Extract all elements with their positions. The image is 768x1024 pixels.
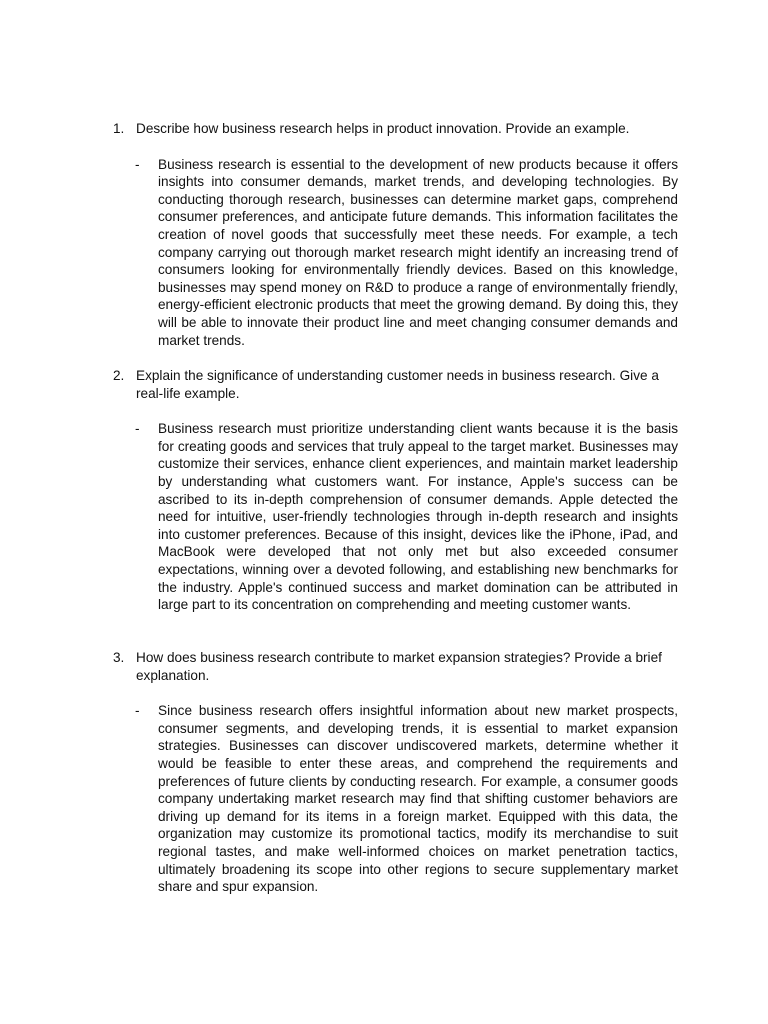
qa-item-3	[113, 649, 678, 896]
question-number: 2.	[113, 368, 125, 383]
question-3	[113, 649, 678, 684]
answer-text: Business research is essential to the development of new products because it offers insights into consumer demands, market trends, and developing technologies. By conducting thorough research, businesses can determine market gaps, comprehend consumer preferences, and anticipate future demands. This information facilitates the creation of novel goods that successfully meet these needs. For example, a tech company carrying out thorough market research might identify an increasing trend of consumers looking for environmentally friendly devices. Based on this knowledge, businesses may spend money on R&D to produce a range of environmentally friendly, energy-efficient electronic products that meet the growing demand. By doing this, they will be able to innovate their product line and meet changing consumer demands and market trends.	[158, 156, 678, 348]
answer-2	[113, 420, 678, 614]
answer-text: Business research must prioritize understanding client wants because it is the basis for creating goods and services that truly appeal to the target market. Businesses may customize their services, enhance client experiences, and maintain market leadership by understanding what customers want. For instance, Apple's success can be ascribed to its in-depth comprehension of consumer demands. Apple detected the need for intuitive, user-friendly technologies through in-depth research and insights into customer preferences. Because of this insight, devices like the iPhone, iPad, and MacBook were developed that not only met but also exceeded consumer expectations, winning over a devoted following, and establishing new benchmarks for the industry. Apple's continued success and market domination can be attributed in large part to its concentration on comprehending and meeting customer wants.	[158, 421, 678, 613]
answer-1	[113, 156, 678, 350]
qa-item-2	[113, 367, 678, 614]
qa-item-1	[113, 120, 678, 349]
question-text: Describe how business research helps in product innovation. Provide an example.	[136, 121, 630, 136]
question-number: 1.	[113, 121, 125, 136]
bullet-dash: -	[135, 703, 140, 719]
question-text: Explain the significance of understanding customer needs in business research. Give a real-life example.	[136, 368, 659, 401]
question-number: 3.	[113, 650, 125, 665]
answer-text: Since business research offers insightful information about new market prospects, consumer segments, and developing trends, it is essential to market expansion strategies. Businesses can discover undiscovered markets, determine whether it would be feasible to enter these areas, and comprehend the requirements and preferences of future clients by conducting research. For example, a consumer goods company undertaking market research may find that shifting customer behaviors are driving up demand for its items in a foreign market. Equipped with this data, the organization may customize its promotional tactics, modify its merchandise to suit regional tastes, and make well-informed choices on market penetration tactics, ultimately broadening its scope into other regions to secure supplementary market share and spur expansion.	[158, 703, 678, 895]
bullet-dash: -	[135, 156, 140, 172]
bullet-dash: -	[135, 421, 140, 437]
answer-3	[113, 702, 678, 896]
question-2	[113, 367, 678, 402]
question-text: How does business research contribute to market expansion strategies? Provide a brief explanation.	[136, 650, 662, 683]
question-1	[113, 120, 678, 138]
